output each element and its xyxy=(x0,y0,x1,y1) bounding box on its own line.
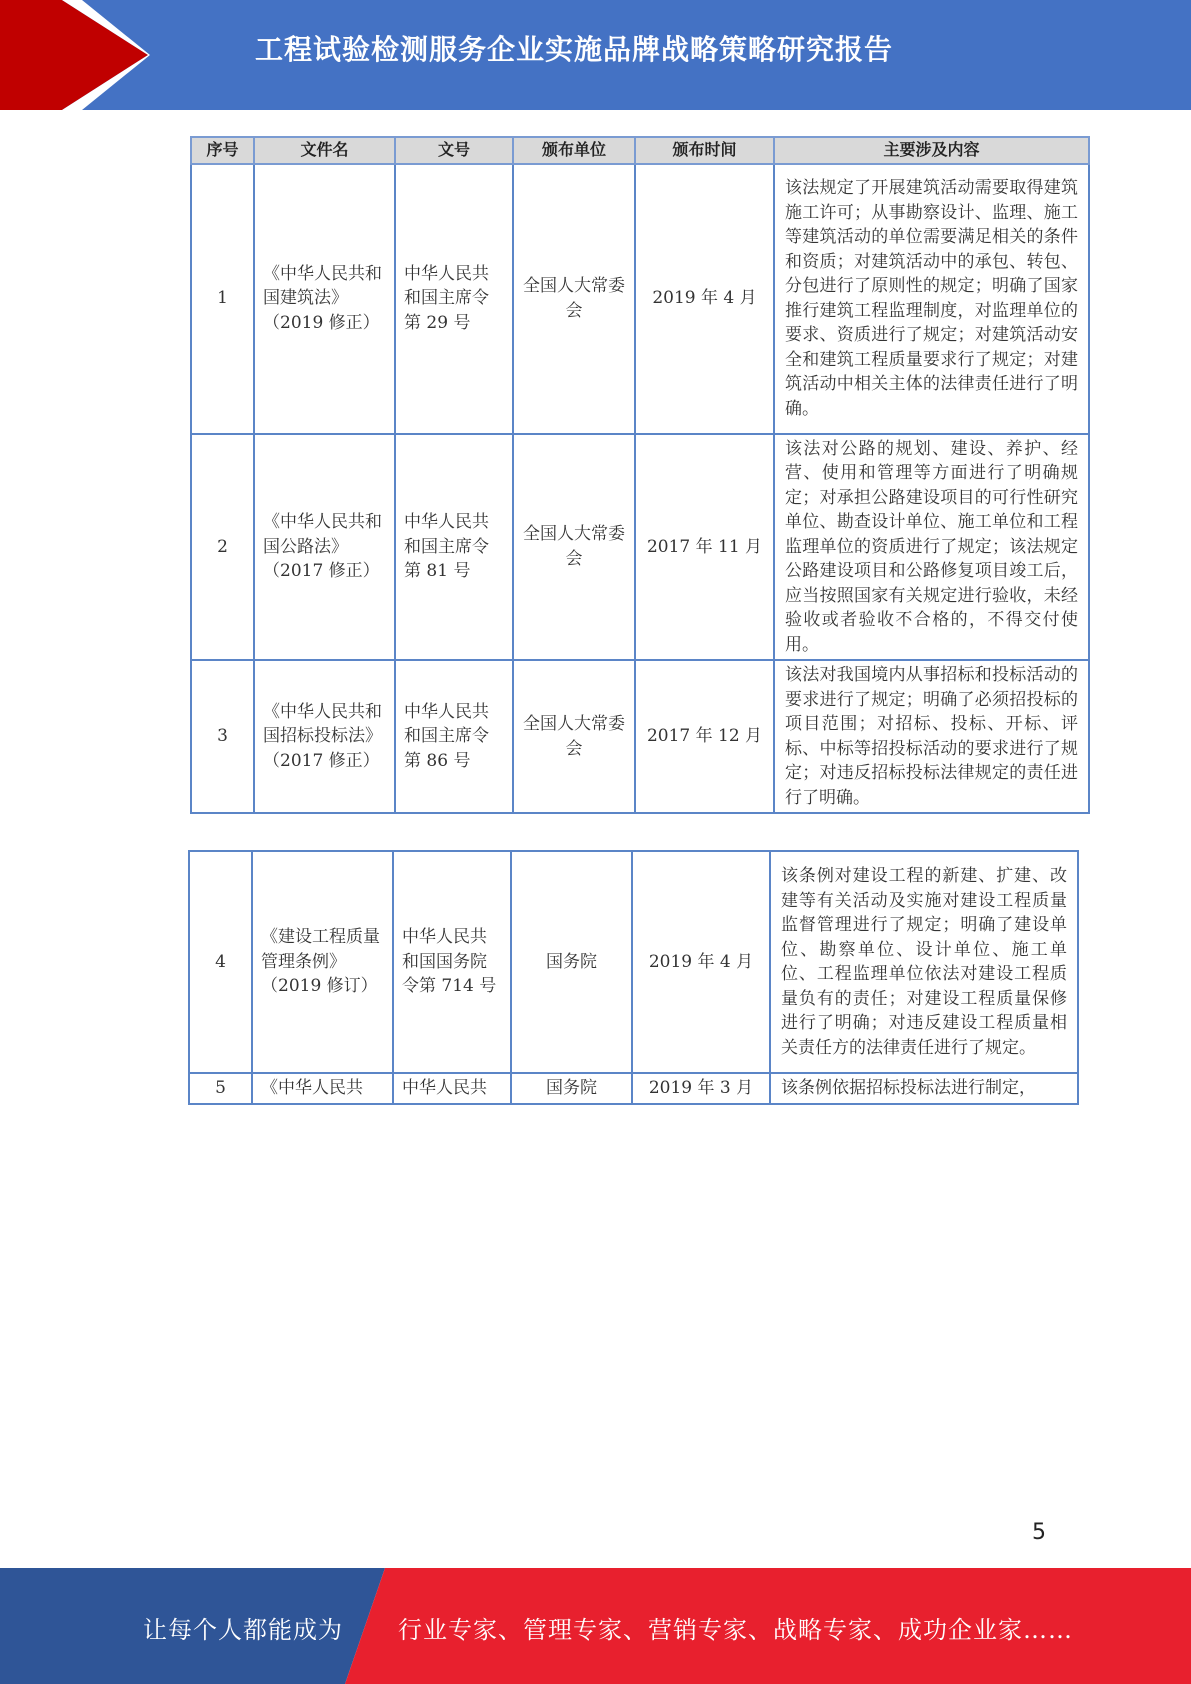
table-row xyxy=(191,660,1089,813)
header-banner xyxy=(0,0,1191,110)
document-name: 《建设工程质量管理条例》（2019 修订） xyxy=(252,851,393,1073)
table-row xyxy=(189,851,1078,1073)
row-number: 4 xyxy=(189,851,252,1073)
issue-date: 2019 年 3 月 xyxy=(632,1073,770,1104)
issuer: 全国人大常委会 xyxy=(513,660,635,813)
document-name: 《中华人民共 xyxy=(252,1073,393,1104)
regulations-table-part-2 xyxy=(188,850,1079,1105)
document-number: 中华人民共和国主席令第 29 号 xyxy=(395,164,513,434)
issue-date: 2017 年 11 月 xyxy=(635,434,774,661)
document-number: 中华人民共和国主席令第 81 号 xyxy=(395,434,513,661)
column-header-content: 主要涉及内容 xyxy=(774,137,1089,164)
table-row xyxy=(191,434,1089,661)
row-number: 3 xyxy=(191,660,254,813)
main-content: 该法对我国境内从事招标和投标活动的要求进行了规定；明确了必须招投标的项目范围；对招标、投标、开标、评标、中标等招投标活动的要求进行了规定；对违反招标投标法律规定的责任进行了明确。 xyxy=(774,660,1089,813)
issue-date: 2019 年 4 月 xyxy=(632,851,770,1073)
issue-date: 2017 年 12 月 xyxy=(635,660,774,813)
main-content: 该法对公路的规划、建设、养护、经营、使用和管理等方面进行了明确规定；对承担公路建设项目的可行性研究单位、勘查设计单位、施工单位和工程监理单位的资质进行了规定；该法规定公路建设项目和公路修复项目竣工后，应当按照国家有关规定进行验收，未经验收或者验收不合格的，不得交付使用。 xyxy=(774,434,1089,661)
issuer: 全国人大常委会 xyxy=(513,164,635,434)
column-header-issuer: 颁布单位 xyxy=(513,137,635,164)
column-header-doc-no: 文号 xyxy=(395,137,513,164)
footer-banner xyxy=(0,1568,1191,1684)
issue-date: 2019 年 4 月 xyxy=(635,164,774,434)
issuer: 全国人大常委会 xyxy=(513,434,635,661)
column-header-date: 颁布时间 xyxy=(635,137,774,164)
document-name: 《中华人民共和国招标投标法》（2017 修正） xyxy=(254,660,395,813)
issuer: 国务院 xyxy=(511,851,632,1073)
document-number: 中华人民共 xyxy=(393,1073,511,1104)
column-header-no: 序号 xyxy=(191,137,254,164)
document-name: 《中华人民共和国公路法》（2017 修正） xyxy=(254,434,395,661)
footer-slogan-left: 让每个人都能成为 xyxy=(143,1616,343,1644)
column-header-name: 文件名 xyxy=(254,137,395,164)
row-number: 2 xyxy=(191,434,254,661)
red-arrow-graphic xyxy=(0,0,160,110)
document-title: 工程试验检测服务企业实施品牌战略策略研究报告 xyxy=(255,33,894,66)
footer-slogan-right: 行业专家、管理专家、营销专家、战略专家、成功企业家…… xyxy=(398,1616,1073,1644)
main-content: 该条例对建设工程的新建、扩建、改建等有关活动及实施对建设工程质量监督管理进行了规定；明确了建设单位、勘察单位、设计单位、施工单位、工程监理单位依法对建设工程质量负有的责任；对建设工程质量保修进行了明确；对违反建设工程质量相关责任方的法律责任进行了规定。 xyxy=(770,851,1078,1073)
main-content: 该条例依据招标投标法进行制定， xyxy=(770,1073,1078,1104)
table-header-row xyxy=(191,137,1089,164)
row-number: 1 xyxy=(191,164,254,434)
table-row xyxy=(191,164,1089,434)
page-number: 5 xyxy=(1032,1520,1046,1545)
table-row xyxy=(189,1073,1078,1104)
document-number: 中华人民共和国国务院令第 714 号 xyxy=(393,851,511,1073)
regulations-table-part-1 xyxy=(190,136,1090,814)
document-name: 《中华人民共和国建筑法》（2019 修正） xyxy=(254,164,395,434)
document-number: 中华人民共和国主席令第 86 号 xyxy=(395,660,513,813)
row-number: 5 xyxy=(189,1073,252,1104)
main-content: 该法规定了开展建筑活动需要取得建筑施工许可；从事勘察设计、监理、施工等建筑活动的单位需要满足相关的条件和资质；对建筑活动中的承包、转包、分包进行了原则性的规定；明确了国家推行建筑工程监理制度，对监理单位的要求、资质进行了规定；对建筑活动安全和建筑工程质量要求行了规定；对建筑活动中相关主体的法律责任进行了明确。 xyxy=(774,164,1089,434)
issuer: 国务院 xyxy=(511,1073,632,1104)
